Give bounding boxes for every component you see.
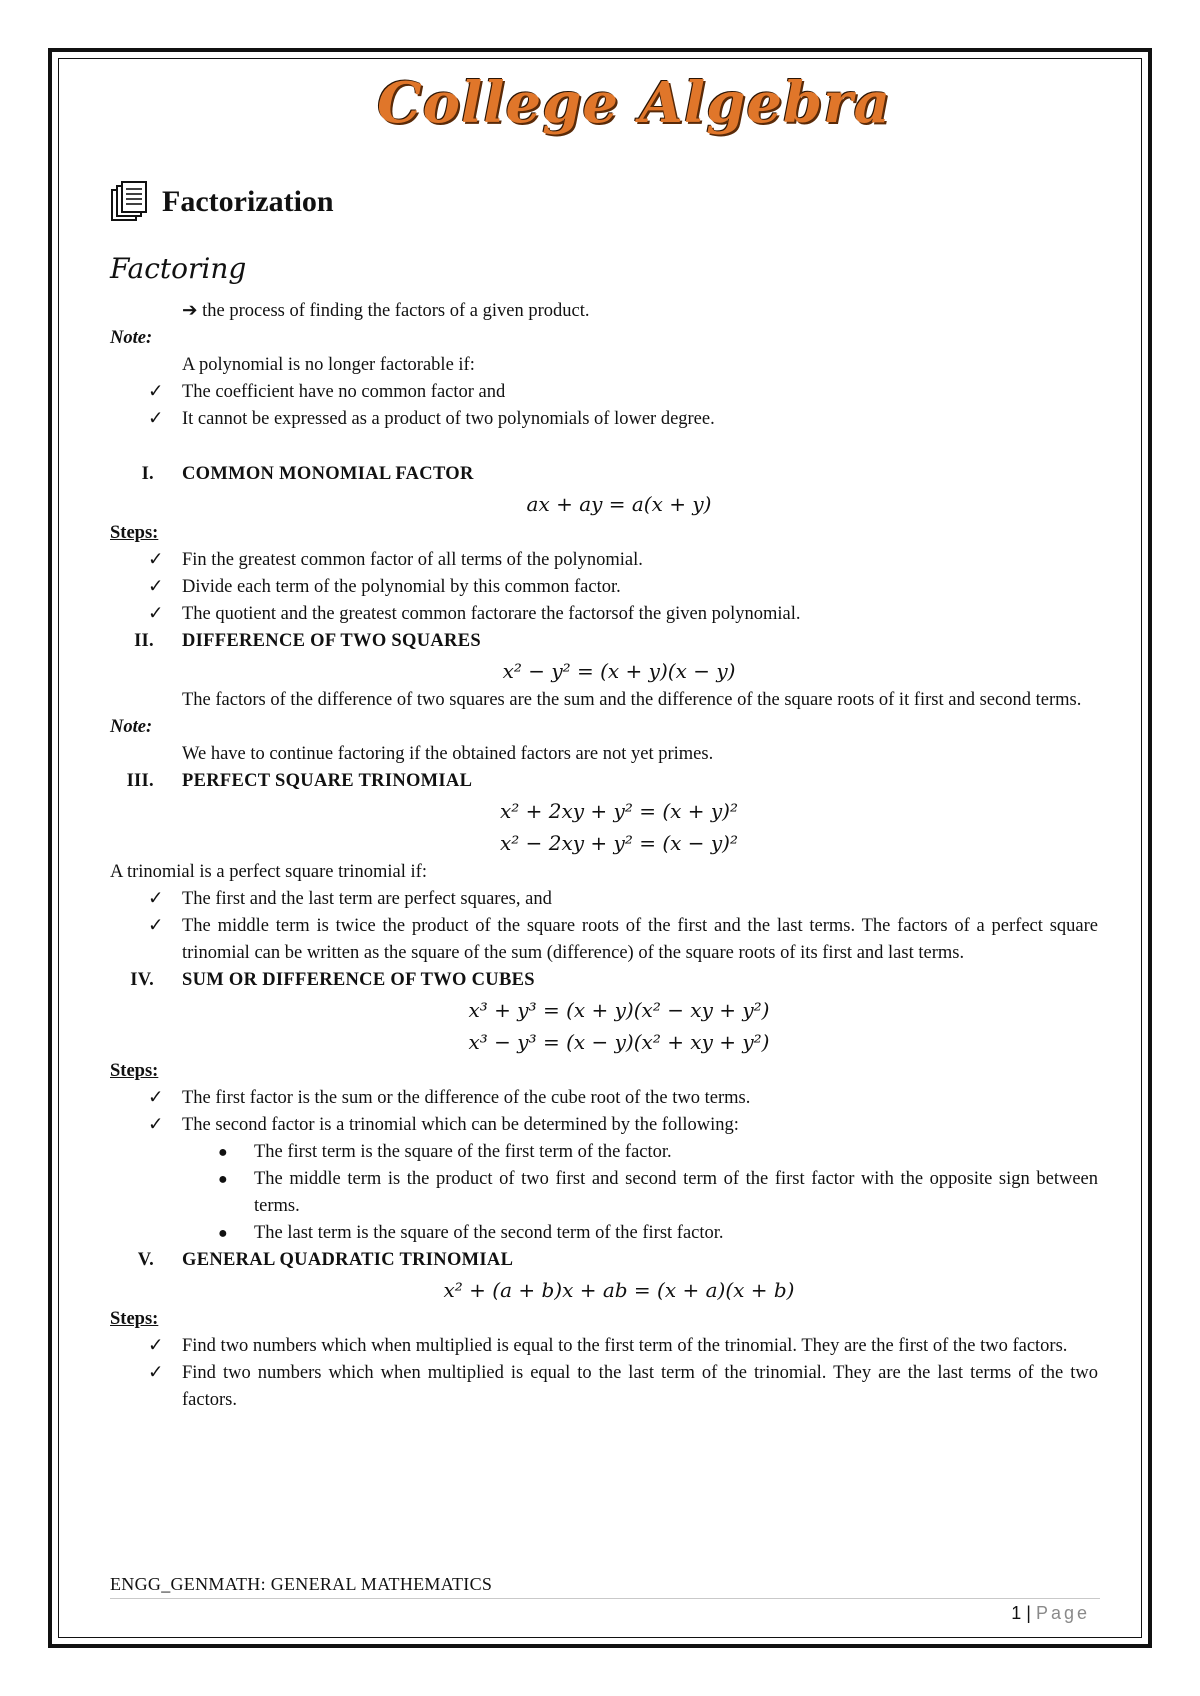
- list-item: [110, 1085, 1098, 1112]
- list-item-text: The middle term is twice the product of the square roots of the first and the last terms. The factors of a perfect square trinomial can be written as the square of the sum (difference) of the square roots of its first and last terms.: [182, 916, 1098, 963]
- section-title-text: COMMON MONOMIAL FACTOR: [182, 464, 474, 484]
- list-item: [110, 574, 1098, 601]
- list-item-text: It cannot be expressed as a product of two polynomials of lower degree.: [182, 409, 715, 429]
- list-item-text: The quotient and the greatest common factorare the factorsof the given polynomial.: [182, 604, 801, 624]
- heading-text: Factorization: [162, 185, 334, 218]
- steps-label: Steps:: [110, 523, 159, 543]
- list-item: [110, 379, 1098, 406]
- document-title: [170, 70, 1098, 170]
- bullet-icon: ●: [218, 1171, 228, 1188]
- page-number: [1011, 1603, 1090, 1624]
- definition-text: the process of finding the factors of a given product.: [202, 301, 590, 321]
- page-label: Page: [1035, 1603, 1090, 1623]
- section-intro: A trinomial is a perfect square trinomial if:: [110, 862, 427, 882]
- section-title: [110, 768, 1098, 795]
- steps-label: Steps:: [110, 1309, 159, 1329]
- note-intro: A polynomial is no longer factorable if:: [182, 355, 475, 375]
- documents-icon: [110, 180, 150, 224]
- formula: x² + (a + b)x + ab = (x + a)(x + b): [443, 1278, 795, 1302]
- checkmark-icon: ✓: [148, 916, 164, 936]
- list-item-text: Fin the greatest common factor of all terms of the polynomial.: [182, 550, 643, 570]
- section-number: III.: [126, 771, 154, 791]
- section-number: IV.: [130, 970, 154, 990]
- bullet-text: The first term is the square of the first term of the factor.: [254, 1142, 672, 1162]
- section-title-text: DIFFERENCE OF TWO SQUARES: [182, 631, 481, 651]
- bullet-item: [110, 1139, 1098, 1166]
- list-item: [110, 1112, 1098, 1139]
- list-item-text: The coefficient have no common factor and: [182, 382, 506, 402]
- list-item: [110, 406, 1098, 433]
- steps-label: Steps:: [110, 1061, 159, 1081]
- bullet-item: [110, 1166, 1098, 1220]
- list-item: [110, 547, 1098, 574]
- checkmark-icon: ✓: [148, 382, 164, 402]
- checkmark-icon: ✓: [148, 409, 164, 429]
- list-item: [110, 1333, 1098, 1360]
- formula: x³ − y³ = (x − y)(x² + xy + y²): [468, 1030, 770, 1054]
- checkmark-icon: ✓: [148, 577, 164, 597]
- checkmark-icon: ✓: [148, 1336, 164, 1356]
- section-title-text: GENERAL QUADRATIC TRINOMIAL: [182, 1250, 514, 1270]
- list-item-text: The first factor is the sum or the difference of the cube root of the two terms.: [182, 1088, 751, 1108]
- section-heading: [110, 172, 1098, 232]
- formula: x² + 2xy + y² = (x + y)²: [499, 799, 738, 823]
- formula: x² − 2xy + y² = (x − y)²: [499, 831, 738, 855]
- list-item-text: The first and the last term are perfect squares, and: [182, 889, 552, 909]
- formula: ax + ay = a(x + y): [526, 492, 712, 516]
- checkmark-icon: ✓: [148, 1088, 164, 1108]
- checkmark-icon: ✓: [148, 1115, 164, 1135]
- formula: x³ + y³ = (x + y)(x² − xy + y²): [468, 998, 770, 1022]
- page-separator: |: [1026, 1603, 1031, 1623]
- note-label: Note:: [110, 717, 153, 737]
- list-item-text: Find two numbers which when multiplied is equal to the last term of the trinomial. They are the last terms of the two factors.: [182, 1363, 1098, 1410]
- section-title-text: PERFECT SQUARE TRINOMIAL: [182, 771, 473, 791]
- bullet-icon: ●: [218, 1144, 228, 1161]
- section-title: [110, 967, 1098, 994]
- list-item-text: Find two numbers which when multiplied is equal to the first term of the trinomial. They are the first of the two factors.: [182, 1336, 1068, 1356]
- definition-line: [110, 298, 1098, 325]
- bullet-icon: ●: [218, 1225, 228, 1242]
- section-description: The factors of the difference of two squares are the sum and the difference of the square roots of it first and second terms.: [182, 690, 1082, 710]
- list-item-text: The second factor is a trinomial which can be determined by the following:: [182, 1115, 739, 1135]
- section-title: [110, 461, 1098, 488]
- list-item: [110, 601, 1098, 628]
- checkmark-icon: ✓: [148, 889, 164, 909]
- list-item: [110, 886, 1098, 913]
- bullet-text: The middle term is the product of two first and second term of the first factor with the opposite sign between terms.: [254, 1169, 1098, 1216]
- bullet-item: [110, 1220, 1098, 1247]
- section-title: [110, 1247, 1098, 1274]
- footer-divider: [110, 1598, 1100, 1599]
- list-item: [110, 913, 1098, 967]
- list-item: [110, 1360, 1098, 1414]
- note-text: We have to continue factoring if the obtained factors are not yet primes.: [182, 744, 714, 764]
- section-number: I.: [141, 464, 154, 484]
- subheading: Factoring: [110, 252, 247, 285]
- section-title-text: SUM OR DIFFERENCE OF TWO CUBES: [182, 970, 535, 990]
- footer-course: ENGG_GENMATH: GENERAL MATHEMATICS: [110, 1574, 493, 1594]
- page-content: [110, 70, 1098, 1414]
- section-title: [110, 628, 1098, 655]
- section-number: II.: [134, 631, 154, 651]
- bullet-text: The last term is the square of the second term of the first factor.: [254, 1223, 724, 1243]
- formula: x² − y² = (x + y)(x − y): [502, 659, 736, 683]
- title-text: College Algebra: [377, 70, 891, 136]
- list-item-text: Divide each term of the polynomial by this common factor.: [182, 577, 621, 597]
- arrow-icon: ➔: [182, 301, 198, 321]
- checkmark-icon: ✓: [148, 1363, 164, 1383]
- checkmark-icon: ✓: [148, 550, 164, 570]
- checkmark-icon: ✓: [148, 604, 164, 624]
- note-label: Note:: [110, 328, 153, 348]
- section-number: V.: [137, 1250, 154, 1270]
- page-number-value: 1: [1011, 1603, 1022, 1623]
